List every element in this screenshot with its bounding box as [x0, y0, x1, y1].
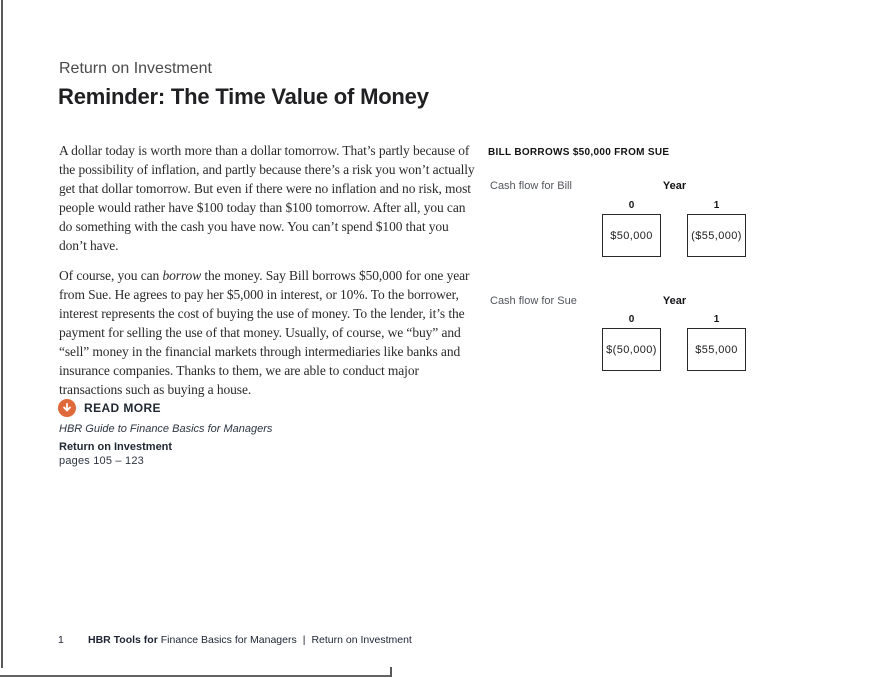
cash-flow-bill-label: Cash flow for Bill	[490, 180, 572, 192]
sue-year-0-cash-flow-box: $(50,000)	[602, 328, 661, 371]
year-1-column-header-bill: 1	[713, 200, 720, 211]
paragraph-2	[59, 266, 477, 399]
body-text-column	[59, 141, 477, 410]
read-more-pages: pages 105 – 123	[59, 455, 144, 467]
year-0-column-header-bill: 0	[628, 200, 635, 211]
page-edge-corner	[390, 667, 392, 677]
footer-brand	[88, 634, 297, 646]
page-edge-left	[1, 0, 3, 668]
read-more-book-title: HBR Guide to Finance Basics for Managers	[59, 423, 273, 435]
bill-year-1-cash-flow-box: ($55,000)	[687, 214, 746, 257]
arrow-down-circle-icon	[58, 399, 76, 417]
section-eyebrow: Return on Investment	[59, 60, 212, 77]
footer-separator: |	[302, 634, 306, 646]
paragraph-2-italic-word: borrow	[162, 268, 202, 283]
read-more-link[interactable]	[58, 399, 161, 417]
footer-brand-rest: Finance Basics for Managers	[157, 634, 297, 646]
year-1-column-header-sue: 1	[713, 314, 720, 325]
cash-flow-sue-label: Cash flow for Sue	[490, 295, 577, 307]
page-footer	[58, 634, 412, 646]
sue-year-1-cash-flow-box: $55,000	[687, 328, 746, 371]
diagram-title: BILL BORROWS $50,000 FROM SUE	[488, 147, 670, 158]
paragraph-1: A dollar today is worth more than a dollar tomorrow. That’s partly because of the possibility of inflation, and partly because there’s a risk you won’t actually get that dollar tomorrow. But even if there were no inflation and no risk, most people would rather have $100 today than $100 tomorrow. After all, you can do something with the cash you have now. You can’t spend $100 that you don’t have.	[59, 143, 475, 253]
read-more-chapter: Return on Investment	[59, 441, 173, 453]
paragraph-2-post: the money. Say Bill borrows $50,000 for one year from Sue. He agrees to pay her $5,000 in interest, or 10%. To the borrower, interest represents the cost of buying the use of money. To the lender, it’s the payment for selling the use of that money. Usually, of course, we “buy” and “sell” money in the financial markets through intermediaries like banks and insurance companies. Thanks to them, we are able to conduct major transactions such as buying a house.	[59, 268, 470, 397]
year-header-sue: Year	[662, 295, 687, 307]
year-0-column-header-sue: 0	[628, 314, 635, 325]
bill-year-0-cash-flow-box: $50,000	[602, 214, 661, 257]
page-number: 1	[58, 634, 64, 646]
footer-brand-bold: HBR Tools for	[88, 634, 158, 646]
footer-section: Return on Investment	[311, 634, 412, 646]
page-edge-bottom	[0, 675, 391, 677]
read-more-label: READ MORE	[84, 401, 161, 415]
year-header-bill: Year	[662, 180, 687, 192]
paragraph-2-pre: Of course, you can	[59, 268, 163, 283]
page-title: Reminder: The Time Value of Money	[58, 84, 429, 109]
